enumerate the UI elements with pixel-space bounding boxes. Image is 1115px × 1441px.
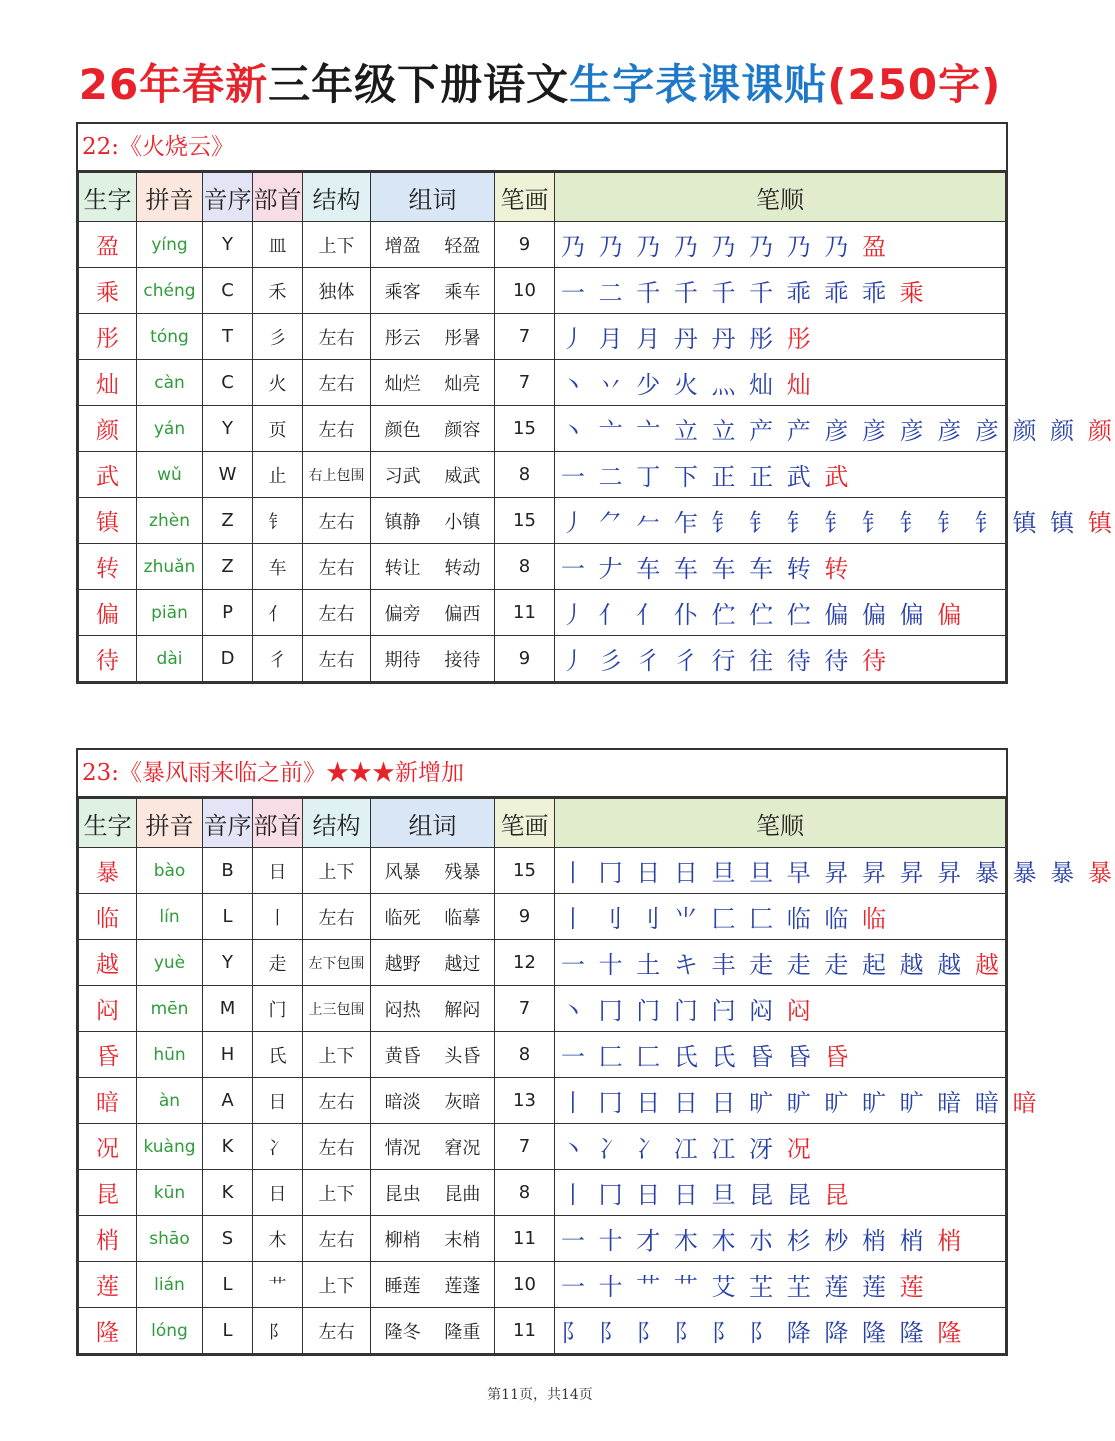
stroke-order-cell: [555, 894, 1006, 940]
header-structure: 结构: [303, 799, 371, 848]
table-row: [79, 590, 1006, 636]
radical-cell: 皿: [253, 222, 303, 268]
stroke-final-char: 梢: [937, 1227, 965, 1255]
stroke-count-cell: 8: [495, 452, 555, 498]
header-words: 组词: [371, 799, 495, 848]
words-cell: 镇静 小镇: [371, 498, 495, 544]
table-row: [79, 544, 1006, 590]
stroke-sequence: 丶 冫 冫 冮 冮 冴: [561, 1135, 777, 1163]
structure-cell: 左右: [303, 406, 371, 452]
stroke-sequence: 一 十 土 キ 丰 走 走 走 起 越 越: [561, 951, 965, 979]
order-cell: W: [203, 452, 253, 498]
stroke-count-cell: 9: [495, 636, 555, 682]
stroke-count-cell: 10: [495, 268, 555, 314]
stroke-sequence: 一 𠂇 车 车 车 车 转: [561, 555, 814, 583]
character-table: [78, 172, 1115, 682]
stroke-sequence: 阝 阝 阝 阝 阝 阝 降 降 隆 隆: [561, 1319, 927, 1347]
stroke-final-char: 待: [862, 647, 890, 675]
char-cell: 颜: [79, 406, 137, 452]
radical-cell: 日: [253, 1170, 303, 1216]
pinyin-cell: mēn: [137, 986, 203, 1032]
stroke-final-char: 闷: [786, 997, 814, 1025]
stroke-final-char: 盈: [862, 233, 890, 261]
stroke-order-cell: [555, 1124, 1006, 1170]
character-table: [78, 798, 1115, 1354]
words-cell: 睡莲 莲蓬: [371, 1262, 495, 1308]
stroke-sequence: 丨 刂 刂 ⺌ 匚 匚 临 临: [561, 905, 852, 933]
radical-cell: 阝: [253, 1308, 303, 1354]
words-cell: 隆冬 隆重: [371, 1308, 495, 1354]
stroke-count-cell: 11: [495, 590, 555, 636]
pinyin-cell: bào: [137, 848, 203, 894]
stroke-final-char: 昏: [824, 1043, 852, 1071]
table-row: [79, 314, 1006, 360]
structure-cell: 左右: [303, 544, 371, 590]
words-cell: 期待 接待: [371, 636, 495, 682]
structure-cell: 上三包围: [303, 986, 371, 1032]
radical-cell: 彳: [253, 636, 303, 682]
header-count: 笔画: [495, 799, 555, 848]
words-cell: 越野 越过: [371, 940, 495, 986]
radical-cell: 钅: [253, 498, 303, 544]
radical-cell: 木: [253, 1216, 303, 1262]
pinyin-cell: dài: [137, 636, 203, 682]
stroke-order-cell: [555, 1216, 1006, 1262]
char-cell: 隆: [79, 1308, 137, 1354]
stroke-order-cell: [555, 590, 1006, 636]
char-cell: 暴: [79, 848, 137, 894]
pinyin-cell: yíng: [137, 222, 203, 268]
char-cell: 昆: [79, 1170, 137, 1216]
radical-cell: 门: [253, 986, 303, 1032]
stroke-order-cell: [555, 498, 1115, 544]
header-strokes: 笔顺: [555, 799, 1006, 848]
stroke-sequence: 一 十 才 木 木 朩 杉 杪 梢 梢: [561, 1227, 927, 1255]
radical-cell: 页: [253, 406, 303, 452]
stroke-final-char: 昆: [824, 1181, 852, 1209]
order-cell: L: [203, 894, 253, 940]
stroke-sequence: 丿 亻 亻 仆 伫 伫 伫 偏 偏 偏: [561, 601, 927, 629]
table-row: [79, 1032, 1006, 1078]
header-char: 生字: [79, 173, 137, 222]
char-cell: 乘: [79, 268, 137, 314]
stroke-count-cell: 8: [495, 1170, 555, 1216]
stroke-final-char: 暴: [1087, 859, 1115, 887]
table-row: [79, 268, 1006, 314]
header-char: 生字: [79, 799, 137, 848]
table-row: [79, 222, 1006, 268]
stroke-final-char: 镇: [1087, 509, 1115, 537]
char-cell: 镇: [79, 498, 137, 544]
lesson-title-text: 22:《火烧云》: [82, 134, 235, 160]
words-cell: 黄昏 头昏: [371, 1032, 495, 1078]
char-cell: 临: [79, 894, 137, 940]
words-cell: 柳梢 末梢: [371, 1216, 495, 1262]
header-order: 音序: [203, 799, 253, 848]
table-row: [79, 986, 1006, 1032]
pinyin-cell: chéng: [137, 268, 203, 314]
radical-cell: 氏: [253, 1032, 303, 1078]
char-cell: 闷: [79, 986, 137, 1032]
stroke-count-cell: 7: [495, 986, 555, 1032]
radical-cell: 车: [253, 544, 303, 590]
radical-cell: 彡: [253, 314, 303, 360]
stroke-order-cell: [555, 940, 1006, 986]
words-cell: 乘客 乘车: [371, 268, 495, 314]
table-row: [79, 940, 1006, 986]
stroke-order-cell: [555, 1032, 1006, 1078]
stroke-count-cell: 7: [495, 1124, 555, 1170]
stroke-order-cell: [555, 1262, 1006, 1308]
stroke-final-char: 临: [862, 905, 890, 933]
stroke-sequence: 丿 ⺈ 𠂉 乍 钅 钅 钅 钅 钅 钅 钅 钅 镇 镇: [561, 509, 1078, 537]
order-cell: K: [203, 1124, 253, 1170]
stroke-count-cell: 9: [495, 894, 555, 940]
stroke-count-cell: 8: [495, 544, 555, 590]
table-header-row: [79, 173, 1006, 222]
structure-cell: 上下: [303, 222, 371, 268]
radical-cell: 火: [253, 360, 303, 406]
header-pinyin: 拼音: [137, 173, 203, 222]
stroke-sequence: 丶 冂 门 门 闩 闷: [561, 997, 777, 1025]
pinyin-cell: zhuǎn: [137, 544, 203, 590]
words-cell: 情况 窘况: [371, 1124, 495, 1170]
structure-cell: 左右: [303, 498, 371, 544]
header-structure: 结构: [303, 173, 371, 222]
stroke-final-char: 越: [974, 951, 1002, 979]
char-cell: 待: [79, 636, 137, 682]
stroke-sequence: 一 二 丁 下 正 正 武: [561, 463, 814, 491]
lesson-title: [78, 124, 1006, 172]
char-cell: 暗: [79, 1078, 137, 1124]
stroke-order-cell: [555, 1078, 1040, 1124]
words-cell: 昆虫 昆曲: [371, 1170, 495, 1216]
stroke-sequence: 乃 乃 乃 乃 乃 乃 乃 乃: [561, 233, 852, 261]
char-cell: 灿: [79, 360, 137, 406]
pinyin-cell: shāo: [137, 1216, 203, 1262]
stroke-final-char: 乘: [899, 279, 927, 307]
order-cell: Y: [203, 940, 253, 986]
stroke-final-char: 隆: [937, 1319, 965, 1347]
table-row: [79, 848, 1006, 894]
stroke-sequence: 一 二 千 千 千 千 乖 乖 乖: [561, 279, 890, 307]
stroke-count-cell: 7: [495, 360, 555, 406]
stroke-count-cell: 11: [495, 1216, 555, 1262]
char-cell: 武: [79, 452, 137, 498]
header-order: 音序: [203, 173, 253, 222]
words-cell: 颜色 颜容: [371, 406, 495, 452]
stroke-count-cell: 10: [495, 1262, 555, 1308]
stroke-order-cell: [555, 544, 1006, 590]
order-cell: S: [203, 1216, 253, 1262]
order-cell: K: [203, 1170, 253, 1216]
pinyin-cell: yuè: [137, 940, 203, 986]
title-part-red: 26年春新: [78, 60, 269, 109]
pinyin-cell: yán: [137, 406, 203, 452]
order-cell: P: [203, 590, 253, 636]
stroke-count-cell: 15: [495, 848, 555, 894]
order-cell: C: [203, 360, 253, 406]
stroke-sequence: 丿 月 月 丹 丹 彤: [561, 325, 777, 353]
stroke-final-char: 武: [824, 463, 852, 491]
stroke-count-cell: 13: [495, 1078, 555, 1124]
new-added-badge: ★★★新增加: [326, 760, 465, 786]
structure-cell: 左右: [303, 894, 371, 940]
header-count: 笔画: [495, 173, 555, 222]
stroke-final-char: 况: [786, 1135, 814, 1163]
page-title: [0, 52, 1080, 112]
pinyin-cell: càn: [137, 360, 203, 406]
pinyin-cell: zhèn: [137, 498, 203, 544]
pinyin-cell: àn: [137, 1078, 203, 1124]
stroke-final-char: 彤: [786, 325, 814, 353]
order-cell: Y: [203, 406, 253, 452]
stroke-sequence: 丶 丷 少 火 灬 灿: [561, 371, 777, 399]
lesson-section-23: [76, 748, 1115, 1356]
pinyin-cell: tóng: [137, 314, 203, 360]
char-cell: 偏: [79, 590, 137, 636]
stroke-count-cell: 15: [495, 498, 555, 544]
structure-cell: 右上包围: [303, 452, 371, 498]
structure-cell: 上下: [303, 1032, 371, 1078]
stroke-count-cell: 8: [495, 1032, 555, 1078]
stroke-sequence: 一 十 艹 艹 艾 芏 芏 莲 莲: [561, 1273, 890, 1301]
pinyin-cell: lín: [137, 894, 203, 940]
header-strokes: 笔顺: [555, 173, 1006, 222]
radical-cell: 冫: [253, 1124, 303, 1170]
words-cell: 闷热 解闷: [371, 986, 495, 1032]
pinyin-cell: lián: [137, 1262, 203, 1308]
stroke-final-char: 偏: [937, 601, 965, 629]
words-cell: 临死 临摹: [371, 894, 495, 940]
table-row: [79, 1078, 1006, 1124]
stroke-sequence: 丿 彡 彳 彳 行 往 待 待: [561, 647, 852, 675]
order-cell: C: [203, 268, 253, 314]
words-cell: 偏旁 偏西: [371, 590, 495, 636]
order-cell: L: [203, 1262, 253, 1308]
stroke-order-cell: [555, 314, 1006, 360]
table-row: [79, 1262, 1006, 1308]
table-row: [79, 1308, 1006, 1354]
radical-cell: 日: [253, 1078, 303, 1124]
table-row: [79, 894, 1006, 940]
pinyin-cell: wǔ: [137, 452, 203, 498]
title-part-black: 三年级下册语文: [268, 60, 570, 109]
stroke-order-cell: [555, 1308, 1006, 1354]
pinyin-cell: lóng: [137, 1308, 203, 1354]
stroke-order-cell: [555, 636, 1006, 682]
pinyin-cell: kuàng: [137, 1124, 203, 1170]
order-cell: L: [203, 1308, 253, 1354]
structure-cell: 左右: [303, 1078, 371, 1124]
table-row: [79, 636, 1006, 682]
structure-cell: 左右: [303, 1124, 371, 1170]
lesson-title-text: 23:《暴风雨来临之前》: [82, 760, 327, 786]
words-cell: 风暴 残暴: [371, 848, 495, 894]
table-row: [79, 1124, 1006, 1170]
stroke-order-cell: [555, 268, 1006, 314]
order-cell: A: [203, 1078, 253, 1124]
radical-cell: 日: [253, 848, 303, 894]
radical-cell: 走: [253, 940, 303, 986]
stroke-count-cell: 7: [495, 314, 555, 360]
char-cell: 莲: [79, 1262, 137, 1308]
stroke-sequence: 丨 冂 日 日 旦 旦 早 昇 昇 昇 昇 暴 暴 暴: [561, 859, 1078, 887]
pinyin-cell: kūn: [137, 1170, 203, 1216]
stroke-sequence: 丶 亠 亠 立 立 产 产 彦 彦 彦 彦 彦 颜 颜: [561, 417, 1078, 445]
radical-cell: 艹: [253, 1262, 303, 1308]
table-row: [79, 1216, 1006, 1262]
order-cell: D: [203, 636, 253, 682]
title-part-count: (250字): [827, 60, 1002, 109]
structure-cell: 左右: [303, 360, 371, 406]
structure-cell: 上下: [303, 848, 371, 894]
stroke-final-char: 灿: [786, 371, 814, 399]
table-header-row: [79, 799, 1006, 848]
char-cell: 梢: [79, 1216, 137, 1262]
stroke-sequence: 一 匚 匚 氏 氏 昏 昏: [561, 1043, 814, 1071]
table-row: [79, 452, 1006, 498]
structure-cell: 上下: [303, 1262, 371, 1308]
char-cell: 盈: [79, 222, 137, 268]
structure-cell: 左下包围: [303, 940, 371, 986]
char-cell: 昏: [79, 1032, 137, 1078]
structure-cell: 左右: [303, 1308, 371, 1354]
stroke-order-cell: [555, 222, 1006, 268]
stroke-count-cell: 12: [495, 940, 555, 986]
radical-cell: 丨: [253, 894, 303, 940]
order-cell: Z: [203, 498, 253, 544]
char-cell: 彤: [79, 314, 137, 360]
stroke-order-cell: [555, 406, 1115, 452]
stroke-order-cell: [555, 986, 1006, 1032]
words-cell: 彤云 彤暑: [371, 314, 495, 360]
title-part-blue: 生字表课课贴: [569, 60, 828, 109]
structure-cell: 左右: [303, 590, 371, 636]
header-words: 组词: [371, 173, 495, 222]
stroke-count-cell: 11: [495, 1308, 555, 1354]
stroke-final-char: 颜: [1087, 417, 1115, 445]
radical-cell: 止: [253, 452, 303, 498]
table-row: [79, 1170, 1006, 1216]
table-row: [79, 498, 1006, 544]
header-radical: 部首: [253, 173, 303, 222]
order-cell: B: [203, 848, 253, 894]
radical-cell: 亻: [253, 590, 303, 636]
words-cell: 暗淡 灰暗: [371, 1078, 495, 1124]
pinyin-cell: hūn: [137, 1032, 203, 1078]
words-cell: 转让 转动: [371, 544, 495, 590]
order-cell: M: [203, 986, 253, 1032]
structure-cell: 独体: [303, 268, 371, 314]
char-cell: 转: [79, 544, 137, 590]
table-row: [79, 360, 1006, 406]
page-footer: 第11页，共14页: [487, 1387, 593, 1403]
stroke-count-cell: 15: [495, 406, 555, 452]
header-pinyin: 拼音: [137, 799, 203, 848]
words-cell: 灿烂 灿亮: [371, 360, 495, 406]
char-cell: 况: [79, 1124, 137, 1170]
stroke-final-char: 暗: [1012, 1089, 1040, 1117]
stroke-final-char: 转: [824, 555, 852, 583]
stroke-order-cell: [555, 848, 1115, 894]
structure-cell: 左右: [303, 636, 371, 682]
lesson-section-22: [76, 122, 1115, 684]
order-cell: Z: [203, 544, 253, 590]
stroke-order-cell: [555, 360, 1006, 406]
table-row: [79, 406, 1006, 452]
char-cell: 越: [79, 940, 137, 986]
structure-cell: 左右: [303, 1216, 371, 1262]
stroke-order-cell: [555, 1170, 1006, 1216]
stroke-order-cell: [555, 452, 1006, 498]
stroke-sequence: 丨 冂 日 日 旦 昆 昆: [561, 1181, 814, 1209]
pinyin-cell: piān: [137, 590, 203, 636]
radical-cell: 禾: [253, 268, 303, 314]
order-cell: T: [203, 314, 253, 360]
stroke-final-char: 莲: [899, 1273, 927, 1301]
structure-cell: 左右: [303, 314, 371, 360]
header-radical: 部首: [253, 799, 303, 848]
words-cell: 习武 威武: [371, 452, 495, 498]
order-cell: H: [203, 1032, 253, 1078]
stroke-count-cell: 9: [495, 222, 555, 268]
lesson-title: [78, 750, 1006, 798]
words-cell: 增盈 轻盈: [371, 222, 495, 268]
structure-cell: 上下: [303, 1170, 371, 1216]
stroke-sequence: 丨 冂 日 日 日 旷 旷 旷 旷 旷 暗 暗: [561, 1089, 1002, 1117]
order-cell: Y: [203, 222, 253, 268]
